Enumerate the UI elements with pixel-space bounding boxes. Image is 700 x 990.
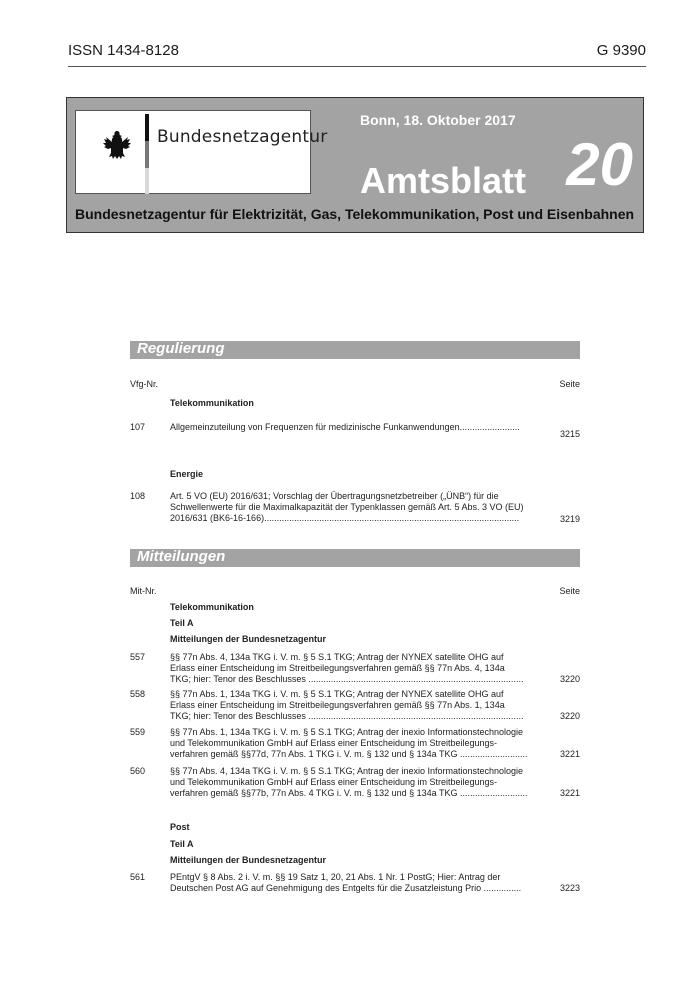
category-title: Telekommunikation (170, 602, 254, 612)
section-heading: Mitteilungen (137, 548, 226, 565)
entry-text: verfahren gemäß §§77d, 77n Abs. 1 TKG i. V. m. § 132 und § 134a TKG ........................... (170, 749, 528, 759)
entry-text: Erlass einer Entscheidung im Streitbeilegungsverfahren gemäß §§ 77n Abs. 4, 134a (170, 663, 505, 673)
col-header-page: Seite (559, 379, 580, 389)
part-title: Teil A (170, 618, 194, 628)
category-title: Telekommunikation (170, 398, 254, 408)
entry-number: 108 (130, 491, 146, 501)
entry-text: §§ 77n Abs. 1, 134a TKG i. V. m. § 5 S.1 TKG; Antrag der inexio Informationstechnologie (170, 727, 524, 737)
entry-text: und Telekommunikation GmbH auf Erlass einer Entscheidung im Streitbeilegungs- (170, 738, 498, 748)
entry-number: 559 (130, 727, 146, 737)
entry-text: Schwellenwerte für die Maximalkapazität der Typenklassen gemäß Art. 5 Abs. 3 VO (EU) (170, 502, 524, 512)
logo-box (75, 110, 328, 194)
entry-number: 560 (130, 766, 146, 776)
entry-text: verfahren gemäß §§77b, 77n Abs. 4 TKG i. V. m. § 132 und § 134a TKG ........................... (170, 788, 528, 798)
entry-text: Erlass einer Entscheidung im Streitbeilegungsverfahren gemäß §§ 77n Abs. 1, 134a (170, 700, 505, 710)
entry-page: 3220 (559, 674, 580, 684)
top-header-line (68, 42, 646, 67)
entry-text: §§ 77n Abs. 4, 134a TKG i. V. m. § 5 S.1 TKG; Antrag der inexio Informationstechnologie (170, 766, 524, 776)
category-title: Post (170, 822, 190, 832)
entry-text: Deutschen Post AG auf Genehmigung des Entgelts für die Zusatzleistung Prio ............... (170, 883, 522, 893)
category-title: Energie (170, 469, 204, 479)
section-band-regulierung (130, 341, 580, 359)
entry-number: 557 (130, 652, 146, 662)
part-title: Teil A (170, 839, 194, 849)
col-header-number: Vfg-Nr. (130, 379, 159, 389)
entry-text: Allgemeinzuteilung von Frequenzen für medizinische Funkanwendungen........................ (170, 422, 520, 432)
entry-text: PEntgV § 8 Abs. 2 i. V. m. §§ 19 Satz 1, 20, 21 Abs. 1 Nr. 1 PostG; Hier: Antrag der (170, 872, 501, 882)
col-header-number: Mit-Nr. (130, 586, 157, 596)
subcategory-title: Mitteilungen der Bundesnetzagentur (170, 634, 327, 644)
entry-page: 3221 (559, 749, 580, 759)
federal-eagle-icon (102, 129, 132, 161)
entry-number: 107 (130, 422, 146, 432)
entry-number: 561 (130, 872, 146, 882)
entry-text: 2016/631 (BK6-16-166)...................................................................................................... (170, 513, 520, 523)
entry-number: 558 (130, 689, 146, 699)
section-heading: Regulierung (137, 340, 225, 357)
issue-number: 20 (566, 131, 633, 198)
entry-page: 3220 (559, 711, 580, 721)
publication-subtitle: Bundesnetzagentur für Elektrizität, Gas, Telekommunikation, Post und Eisenbahnen (75, 206, 635, 222)
subcategory-title: Mitteilungen der Bundesnetzagentur (170, 855, 327, 865)
g-number: G 9390 (596, 42, 646, 59)
entry-text: §§ 77n Abs. 4, 134a TKG i. V. m. § 5 S.1 TKG; Antrag der NYNEX satellite OHG auf (170, 652, 504, 662)
entry-text: Art. 5 VO (EU) 2016/631; Vorschlag der Übertragungsnetzbetreiber („ÜNB“) für die (170, 491, 499, 501)
entry-page: 3219 (559, 514, 580, 524)
masthead (66, 97, 644, 233)
col-header-page: Seite (559, 586, 580, 596)
issue-date: Bonn, 18. Oktober 2017 (360, 112, 516, 128)
entry-page: 3215 (559, 429, 580, 439)
entry-page: 3221 (559, 788, 580, 798)
entry-text: und Telekommunikation GmbH auf Erlass einer Entscheidung im Streitbeilegungs- (170, 777, 498, 787)
issn-number: ISSN 1434-8128 (68, 42, 179, 59)
publication-title: Amtsblatt (360, 160, 527, 201)
entry-text: TKG; hier: Tenor des Beschlusses ...................................................................................... (170, 674, 524, 684)
section-band-mitteilungen (130, 549, 580, 567)
logo-text: Bundesnetzagentur (157, 127, 328, 147)
entry-text: TKG; hier: Tenor des Beschlusses ...................................................................................... (170, 711, 524, 721)
entry-page: 3223 (559, 883, 580, 893)
german-flag-bar (145, 114, 149, 194)
entry-text: §§ 77n Abs. 1, 134a TKG i. V. m. § 5 S.1 TKG; Antrag der NYNEX satellite OHG auf (170, 689, 504, 699)
